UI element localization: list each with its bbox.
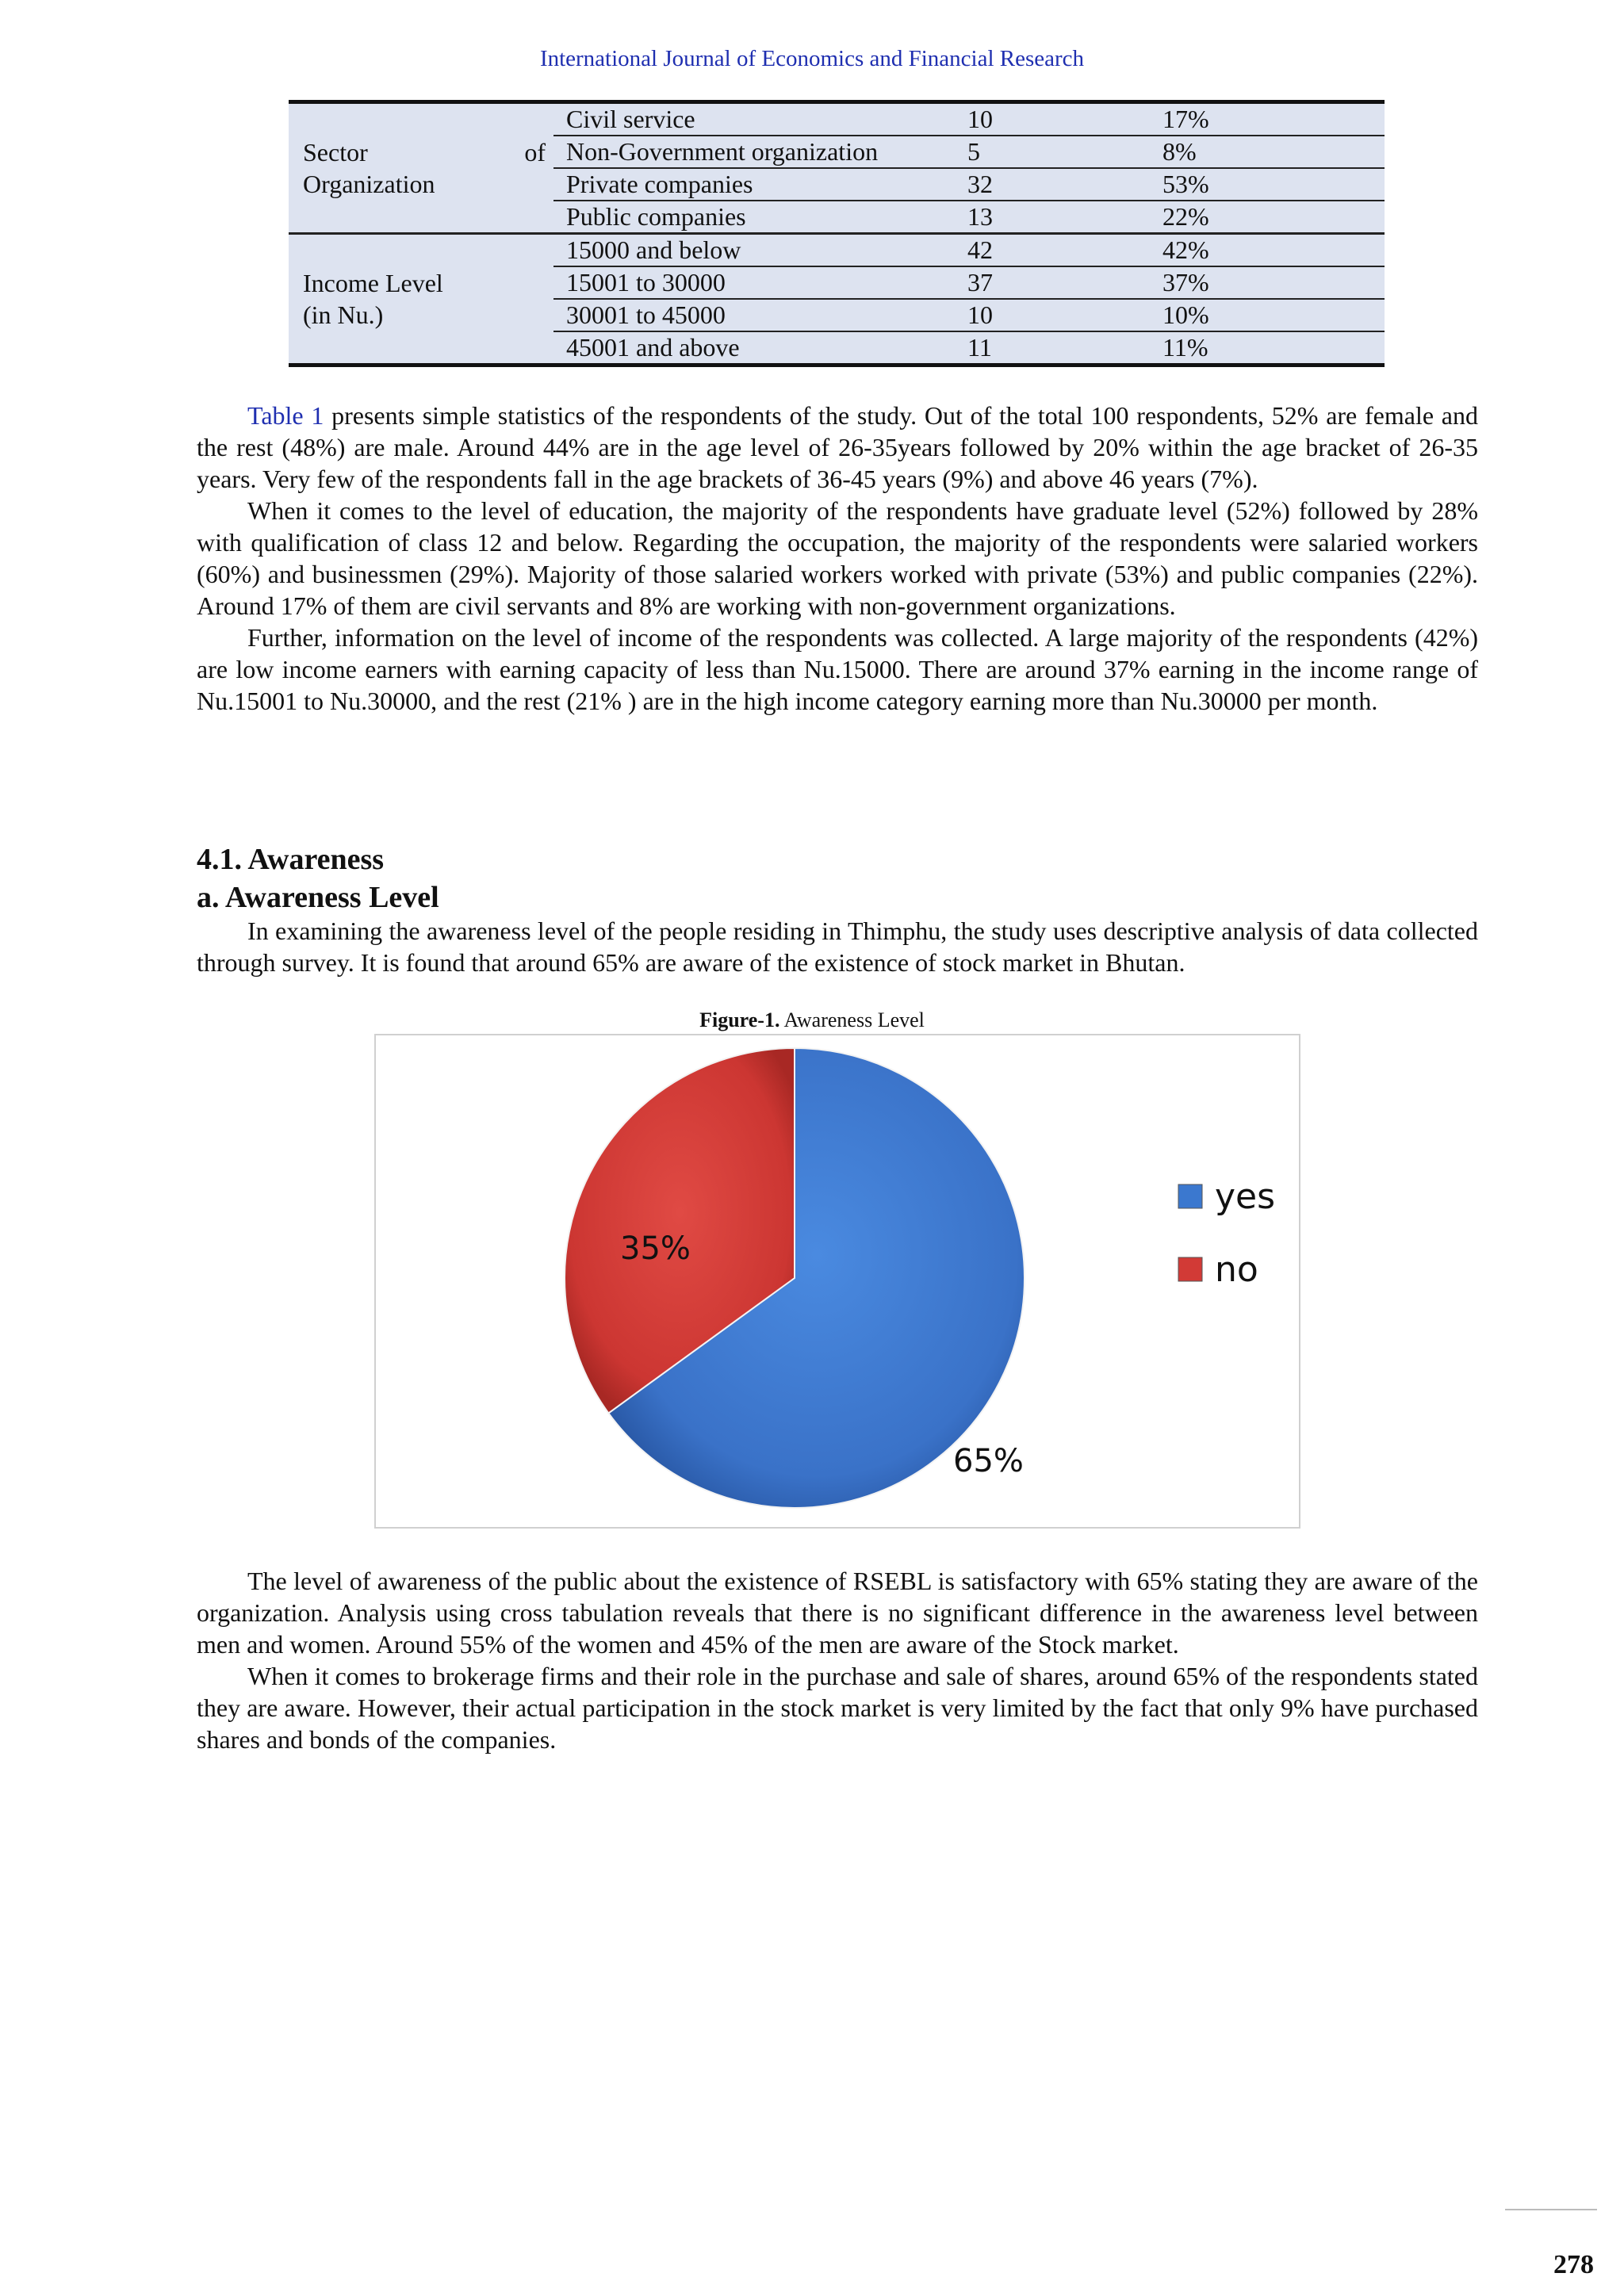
figure-caption-text: Awareness Level — [779, 1008, 925, 1031]
table-cell: 11 — [955, 331, 1150, 365]
table-cell: 37% — [1150, 266, 1385, 299]
paragraph-text: presents simple statistics of the respondents of the study. Out of the total 100 respondents, 52% are female and the rest (48%) are male. Around 44% are in the age level of 26-35years followed by 20% within the age bracket of 26-35 years. Very few of the respondents fall in the age brackets of 36-45 years (9%) and above 46 years (7%). — [197, 401, 1479, 493]
category-label: (in Nu.) — [303, 300, 384, 329]
table-cell: Public companies — [553, 201, 955, 234]
table-cell: 11% — [1150, 331, 1385, 365]
table-row — [289, 102, 1385, 136]
table-reference-link[interactable]: Table 1 — [247, 401, 324, 430]
table-cell: 10% — [1150, 299, 1385, 331]
paragraph — [197, 400, 1478, 495]
legend-swatch-no — [1178, 1257, 1202, 1281]
table-cell: 17% — [1150, 102, 1385, 136]
category-label: Sector — [303, 138, 368, 166]
paragraph: When it comes to the level of education, the majority of the respondents have graduate level (52%) followed by 28% with qualification of class 12 and below. Regarding the occupation, the majority of the respondents were salaried workers (60%) and businessmen (29%). Majority of those salaried workers worked with private (53%) and public companies (22%). Around 17% of them are civil servants and 8% are working with non-government organizations. — [197, 496, 1478, 620]
paragraph: Further, information on the level of income of the respondents was collected. A large majority of the respondents (42%) are low income earners with earning capacity of less than Nu.15000. There are around 37% earning in the income range of Nu.15001 to Nu.30000, and the rest (21% ) are in the high income category earning more than Nu.30000 per month. — [197, 623, 1478, 715]
pie-data-label-yes: 65% — [953, 1443, 1024, 1479]
intro-paragraphs — [197, 400, 1478, 717]
category-income — [289, 234, 553, 365]
table-cell: Non-Government organization — [553, 136, 955, 168]
figure-frame — [374, 1034, 1300, 1529]
demographics-table — [289, 100, 1385, 367]
figure-caption-label: Figure-1. — [699, 1008, 780, 1031]
table-cell: 10 — [955, 102, 1150, 136]
pie-data-label-no: 35% — [620, 1230, 691, 1267]
paragraph: In examining the awareness level of the people residing in Thimphu, the study uses descriptive analysis of data collected through survey. It is found that around 65% are aware of the existence of stock market in Bhutan. — [197, 916, 1478, 977]
table-cell: 10 — [955, 299, 1150, 331]
section-heading: 4.1. Awareness — [197, 843, 385, 876]
table-cell: 8% — [1150, 136, 1385, 168]
table-cell: 37 — [955, 266, 1150, 299]
legend-swatch-yes — [1178, 1184, 1202, 1208]
journal-header: International Journal of Economics and Financial Research — [539, 46, 1085, 71]
table-cell: 13 — [955, 201, 1150, 234]
table-cell: 32 — [955, 168, 1150, 201]
page-number: 278 — [1553, 2250, 1594, 2279]
legend-label-yes: yes — [1215, 1177, 1276, 1217]
table-cell: 42 — [955, 234, 1150, 267]
table-cell: Civil service — [553, 102, 955, 136]
discussion-paragraphs — [197, 1565, 1478, 1755]
table-cell: 42% — [1150, 234, 1385, 267]
category-sector — [289, 102, 553, 234]
table-cell: 45001 and above — [553, 331, 955, 365]
subsection-heading: a. Awareness Level — [197, 881, 439, 914]
legend-label-no: no — [1215, 1249, 1258, 1290]
awareness-pie-chart — [376, 1035, 1299, 1527]
table-row — [289, 234, 1385, 267]
category-label: Organization — [303, 170, 435, 198]
paragraph: When it comes to brokerage firms and their role in the purchase and sale of shares, around 65% of the respondents stated they are aware. However, their actual participation in the stock market is very limited by the fact that only 9% have purchased shares and bonds of the companies. — [197, 1662, 1478, 1754]
page-number-rule — [1505, 2209, 1597, 2210]
table-cell: 22% — [1150, 201, 1385, 234]
category-label: of — [524, 138, 546, 166]
table-cell: Private companies — [553, 168, 955, 201]
awareness-paragraph — [197, 915, 1478, 978]
table-cell: 5 — [955, 136, 1150, 168]
category-label: Income Level — [303, 269, 443, 297]
table-cell: 30001 to 45000 — [553, 299, 955, 331]
table-cell: 15001 to 30000 — [553, 266, 955, 299]
figure-caption — [0, 1008, 1624, 1032]
table-cell: 15000 and below — [553, 234, 955, 267]
paragraph: The level of awareness of the public about the existence of RSEBL is satisfactory with 65% stating they are aware of the organization. Analysis using cross tabulation reveals that there is no significant difference in the awareness level between men and women. Around 55% of the women and 45% of the men are aware of the Stock market. — [197, 1567, 1478, 1659]
table-cell: 53% — [1150, 168, 1385, 201]
